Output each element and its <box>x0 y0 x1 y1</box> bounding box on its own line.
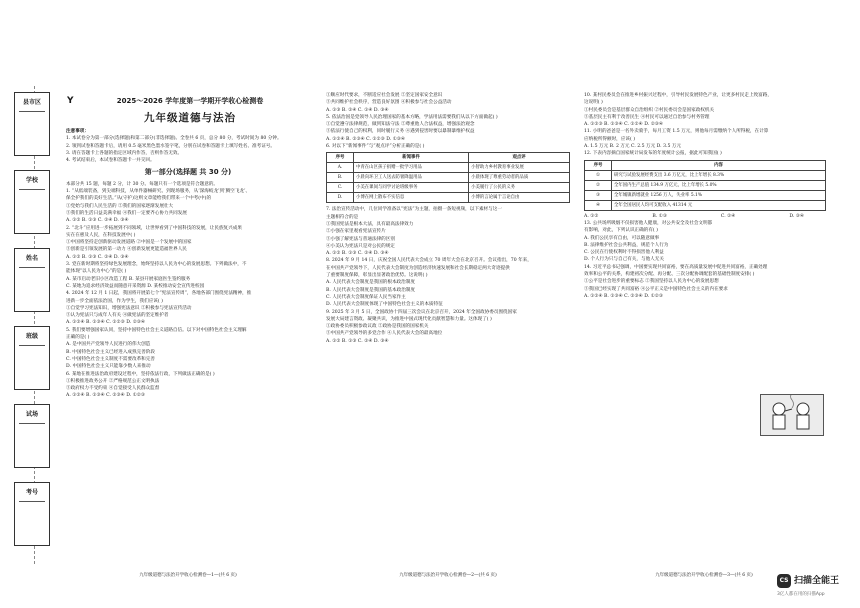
question-line: 进新一步全面依法治国，作为学生，我们应该( ) <box>66 298 163 304</box>
question-line: ③创新是引领发展的第一动力 ④创新发展更能造福世界人民 <box>66 247 187 253</box>
question-line: A. ①③ B. ②④ C. ①④ D. ③④ <box>326 107 389 113</box>
news-table-row-cell: D. <box>327 193 354 203</box>
question-line: 3. 党在新时期将坚持绿色发展理念，始终坚持以人民为中心的发展思想。下列做法中，不 <box>66 262 247 268</box>
question-line: 发展大局建言资政、凝聚共识，为推进中国式现代化贡献智慧和力量。这体现了( ) <box>326 316 492 322</box>
stats-table-row-cell: 全年城镇新增就业 1256 万人，失业率 5.1% <box>612 190 826 200</box>
stats-table-row <box>585 180 826 190</box>
question-line: 了重要制度保障，彰显出显著政治优势。这说明( ) <box>326 273 428 279</box>
news-table-row-cell: 小晨体现了尊重劳动者的品质 <box>469 173 570 183</box>
notes-heading: 注意事项： <box>66 129 89 134</box>
question-line: C. 公民在行使权利时不得损害他人利益 <box>584 250 664 256</box>
question-line: ③认为宪法只与成年人有关 ④做宪法的坚定维护者 <box>66 313 169 319</box>
scanner-app-name: 扫描全能王 <box>794 576 840 586</box>
news-table <box>326 152 570 203</box>
news-table-row-cell: 小智助力乡村教育事业发展 <box>469 163 570 173</box>
question-line: 13. 公共场所吸烟不仅损害他人健康，对公共安全及社会文明都 <box>584 220 713 226</box>
question-line: 9. 2025 年 3 月 5 日，全国政协十四届三次会议在北京召开，2024 年全国政协委员围绕国家 <box>326 309 517 315</box>
news-table-row-cell: 小博在网上散布不实信息 <box>354 193 469 203</box>
question-list-2a <box>326 92 570 150</box>
question-line: A. ①②④ B. ①③④ C. ①②③ D. ②③④ <box>66 320 146 326</box>
question-line: ②小强在家里观看宪法宣传片 <box>326 229 386 235</box>
cartoon-drawing <box>761 395 823 435</box>
question-line: D. 中国特色社会主义只能靠少数人来推动 <box>66 364 151 370</box>
stats-table-row-cell: ④ <box>585 200 612 210</box>
stats-table-row-cell: ③ <box>585 190 612 200</box>
exam-title: 2025～2026 学年度第一学期开学收心检测卷 <box>116 97 264 105</box>
strip-label: 姓名 <box>25 255 38 262</box>
strip-field-school <box>14 170 50 234</box>
strip-field-class <box>14 326 50 390</box>
question-line: 2. “北斗”应用进一步拓展到不同领域，让世界看到了中国科技的发展，让民族复兴成果 <box>66 225 242 231</box>
strip-label: 考号 <box>25 489 38 496</box>
question-list-3a <box>584 92 826 158</box>
question-line: ①顺应时代要求，不断适应社会发展 ②坚定国家安全意识 <box>326 93 443 98</box>
question-line: 能体现“以人民为中心”的是( ) <box>66 269 127 275</box>
question-line: ①我国宪法是根本大法，具有最高法律效力 <box>326 221 414 227</box>
question-line: 有影响，对此，下列认识正确的有( ) <box>584 228 658 234</box>
news-table-header: 序号 <box>327 153 354 163</box>
question-list-1 <box>66 188 310 400</box>
question-line: ①中国将坚持走创新驱动发展道路 ②中国是一个发展中的国家 <box>66 240 192 246</box>
question-line: 8. 2024 年 9 月 14 日，庆祝全国人民代表大会成立 70 周年大会在北京召开。会议指出，70 年来， <box>326 258 532 264</box>
question-line: A. ①② B. ①③ C. ②④ D. ③④ <box>326 338 389 344</box>
question-line: B. 中国特色社会主义已经进入成熟完善阶段 <box>66 349 155 355</box>
question-line: A. ①②③ B. ①③④ C. ①②④ D. ②③④ <box>584 122 664 128</box>
camscanner-logo-icon: CS <box>777 574 791 588</box>
news-table-row-cell: 小博的言论属于言论自由 <box>469 193 570 203</box>
stats-table-row <box>585 170 826 180</box>
question-line: A. ①②④ B. ②③④ C. ①②③ D. ①③④ <box>326 136 406 142</box>
news-table-header: 观点评 <box>469 153 570 163</box>
column-3 <box>584 92 826 568</box>
question-line: A. 1.5 万元 B. 2 万元 C. 2.5 万元 D. 3.5 万元 <box>584 144 682 150</box>
question-line: 6. 对以下“新闻事件”与“观点评”分析正确的是( ) <box>326 144 425 150</box>
question-line: ③基层民主有利于改善民生 ④村民可以通过自治参与村务管理 <box>584 114 710 120</box>
page-footer-3: 九年级道德与法治开学收心检测卷—3—(共 6 页) <box>655 573 753 578</box>
strip-field-name <box>14 248 50 312</box>
question-line: 14. 习近平总书记强调，中国要实现共同富裕，要在高质量发展中促进共同富裕，正确处理 <box>584 264 768 270</box>
stats-table-row-cell: ① <box>585 170 612 180</box>
question-line: ①自觉学习宪法知识，增强宪法意识 ②积极参与宪法宣传活动 <box>66 305 192 311</box>
news-table-row <box>327 173 570 183</box>
question-line: B. 法律维护社会公共利益，规范个人行为 <box>584 242 669 248</box>
question-line: ③政府权力不受约束 ④自觉接受人民群众监督 <box>66 386 160 392</box>
stats-table-row <box>585 190 826 200</box>
question-line: 效率和公平的关系，构建初次分配、再分配、三次分配协调配套的基础性制度安排( ) <box>584 272 755 278</box>
question-line: 6. 某地在推进法治政府建设过程中，坚持依法行政，下列做法正确的是( ) <box>66 371 215 377</box>
question-line: D. 个人行为只与自己有关，与他人无关 <box>584 257 664 263</box>
news-table-row <box>327 183 570 193</box>
strip-field-region <box>14 92 50 156</box>
question-line: 这说明( ) <box>584 100 603 106</box>
scanner-tagline: 3亿人都在用的扫描App <box>777 592 825 597</box>
question-line: ①自觉遵守法律规范，做到知法守法 ②尊重他人合法权益，增强法治观念 <box>326 122 475 128</box>
stats-table-header: 内容 <box>612 160 826 170</box>
question-line: 5. 依法治国是党领导人民治理国家的基本方略，学法用法需要我们从以下方面做起( ) <box>326 114 498 120</box>
strip-label: 试场 <box>25 411 38 418</box>
news-table-row <box>327 193 570 203</box>
news-table-row <box>327 163 570 173</box>
question-line: ④小美认为宪法只是对公民的规定 <box>326 243 395 249</box>
page-footer-2: 九年级道德与法治开学收心检测卷—2—(共 6 页) <box>399 573 497 578</box>
news-table-row-cell: 小晨向环卫工人送去防暑降温用品 <box>354 173 469 183</box>
question-line: C. 某地为追求经济效益而随意开采资源 D. 某校推动安全宣传进校园 <box>66 283 205 289</box>
news-table-header: 新闻事件 <box>354 153 469 163</box>
smoking-cartoon-image <box>760 394 824 436</box>
note-line: 2. 领到试卷和答题卡后，请用 0.5 毫米黑色墨水签字笔，分别在试卷和答题卡上填写姓名、准考证号。 <box>66 143 276 149</box>
question-line: 主题相符合的是 <box>326 214 359 220</box>
question-list-3b <box>584 220 826 300</box>
column-1 <box>66 128 310 568</box>
question-line: A. ①②④ B. ①③④ C. ②③④ D. ①②③ <box>584 293 664 299</box>
corner-mark: Y <box>67 96 74 106</box>
question-line: ①党始与我们人民生活的 ②我们的国家逐渐发展壮大 <box>66 203 174 209</box>
question-line: A. 我们公民享有自由，可以随意做事 <box>584 235 660 241</box>
option-b: B. ①③ <box>652 213 667 219</box>
option-d: D. ③④ <box>789 213 804 219</box>
news-table-row-cell: C. <box>327 183 354 193</box>
question-line: ①村民委员会是基层群众自治组织 ②村民委员会是国家政权机关 <box>584 107 715 113</box>
question-line: D. 人民代表大会制度体现了中国特色社会主义的本质特征 <box>326 302 443 308</box>
question-line: 实在在惠及人民，在科技发展中( ) <box>66 232 136 238</box>
question-line: 1. “从低端装备，到尖端科技，从单件器械研究、到现场服务，从‘深海蛟龙’到‘腾空飞龙’、 <box>66 189 251 195</box>
note-line: 3. 请在答题卡上各题的指定区域内作答，否则作答无效。 <box>66 150 183 156</box>
stats-table-header: 序号 <box>585 160 612 170</box>
news-table-row-cell: B. <box>327 173 354 183</box>
strip-field-number <box>14 482 50 546</box>
question-line: ③我们的生活日益美满幸福 ④我们一定要齐心协力共同发展 <box>66 210 187 216</box>
news-table-row-cell: 小美在课间与同学讨论班级事务 <box>354 183 469 193</box>
stats-table-row-cell: 全年全国居民人均可支配收入 41314 元 <box>612 200 826 210</box>
question-line: 在中国共产党领导下，人民代表大会制度为创造经济快速发展和社会长期稳定两大奇迹提供 <box>326 265 510 271</box>
strip-label: 班级 <box>25 333 38 340</box>
question-line: 正确的是( ) <box>66 335 90 341</box>
question-line: ③我国已经实现了共同富裕 ④公平正义是中国特色社会主义的内在要求 <box>584 286 728 292</box>
question-line: C. 中国特色社会主义制度不需要改革和完善 <box>66 356 155 362</box>
strip-label: 学校 <box>25 177 38 184</box>
question-line: ③依法行使自己的权利，同时履行义务 ④遇到侵害时要以暴制暴维护权益 <box>326 129 475 135</box>
note-line: 4. 考试结束后，本试卷和答题卡一并交回。 <box>66 158 155 164</box>
part1-heading: 第一部分(选择题 共 30 分) <box>144 168 232 177</box>
binding-strip <box>6 86 58 564</box>
question-line: ①政协委员积极参政议政 ②政协是我国的国家机关 <box>326 324 429 330</box>
question-line: ③中国共产党领导的多党合作 ④人民代表大会的最高地位 <box>326 331 443 337</box>
strip-field-room <box>14 404 50 468</box>
question-line: A. 是中国共产党领导人民进行的伟大创造 <box>66 342 151 348</box>
question-line: 12. 下表内容摘自国家统计局发布的年度统计公报，据此可知我国( ) <box>584 151 722 157</box>
stats-options <box>584 213 804 220</box>
stats-table-row-cell: 全年国内生产总值 134.9 万亿元，比上年增长 5.0% <box>612 180 826 190</box>
question-line: 10. 某村民委员会在推进乡村振兴过程中，引导村民发展特色产业，让更多村民走上致富路， <box>584 93 772 98</box>
question-line: A. 某市启动老旧小区改造工程 B. 某县开展家庭医生签约服务 <box>66 276 191 282</box>
news-table-row-cell: 小美履行了公民的义务 <box>469 183 570 193</box>
stats-table-row-cell: ② <box>585 180 612 190</box>
question-line: A. ①②④ B. ①③④ C. ②③④ D. ①②③ <box>66 393 146 399</box>
column-2 <box>326 92 570 568</box>
option-c: C. ②④ <box>720 213 736 219</box>
question-line: ①公平是社会进步的重要标志 ②我国坚持以人民为中心的发展思想 <box>584 279 719 285</box>
question-line: ③共同维护社会秩序，营造良好氛围 ④积极参与社会公益活动 <box>326 100 452 106</box>
stats-table-row-cell: 研究与试验发展经费支出 3.6 万亿元，比上年增长 8.3% <box>612 170 826 180</box>
question-line: A. ①② B. ①③ C. ②④ D. ③④ <box>66 254 129 260</box>
question-line: A. 人民代表大会制度是我国的根本政治制度 <box>326 280 415 286</box>
page-footer-1: 九年级道德与法治开学收心检测卷—1—(共 6 页) <box>139 573 237 578</box>
question-line: 4. 2024 年 12 月 1 日起，我国将开展第七个“宪法宣传周”，各地各部门围绕宪法精神，推 <box>66 291 252 297</box>
part1-note: 本部分共 15 题，每题 2 分，计 30 分。每题只有一个选项是符合题意的。 <box>66 181 219 187</box>
note-line: 1. 本试卷分为第一部分(选择题)和第二部分(非选择题)。全卷共 6 页，总分 80 分，考试时间为 80 分钟。 <box>66 136 282 142</box>
question-line: 5. 我们要增强国家认同，坚持中国特色社会主义道路自信。以下对中国特色社会主义理解 <box>66 327 247 333</box>
question-line: ③小强了解宪法与普通法律的区别 <box>326 236 395 242</box>
exam-subject: 九年级道德与法治 <box>144 112 236 124</box>
option-a: A. ①② <box>584 213 599 219</box>
stats-table <box>584 160 826 211</box>
question-line: 7. 法治宣传活动中，几位同学准备以“宪法”为主题，拍摄一条短视频，以下素材与这一 <box>326 207 502 213</box>
question-line: B. 人民代表大会制度是我国的基本政治制度 <box>326 287 415 293</box>
question-line: ①积极推进政务公开 ②严格规范公正文明执法 <box>66 378 160 384</box>
question-line: C. 人民代表大会制度保证人民当家作主 <box>326 294 406 300</box>
news-table-row-cell: 中青在山区孩子捐赠一批学习用品 <box>354 163 469 173</box>
question-line: A. ①② B. ①③ C. ②④ D. ③④ <box>66 218 129 224</box>
question-line: 保全护我们的美好生活。”从(守护)这则文章能给我们带来一个中考(中)的 <box>66 196 212 202</box>
news-table-row-cell: A. <box>327 163 354 173</box>
question-line: A. ①② B. ①③ C. ②④ D. ③④ <box>326 251 389 257</box>
stats-table-row <box>585 200 826 210</box>
strip-label: 县市区 <box>22 99 41 106</box>
question-list-2b <box>326 206 570 345</box>
question-line: 11. 小明的爸爸是一名外卖骑手，每月工资 1.5 万元，则他每月需缴纳个人所得税，在计算 <box>584 129 769 135</box>
question-line: 应纳税所得额时，应该( ) <box>584 136 635 142</box>
